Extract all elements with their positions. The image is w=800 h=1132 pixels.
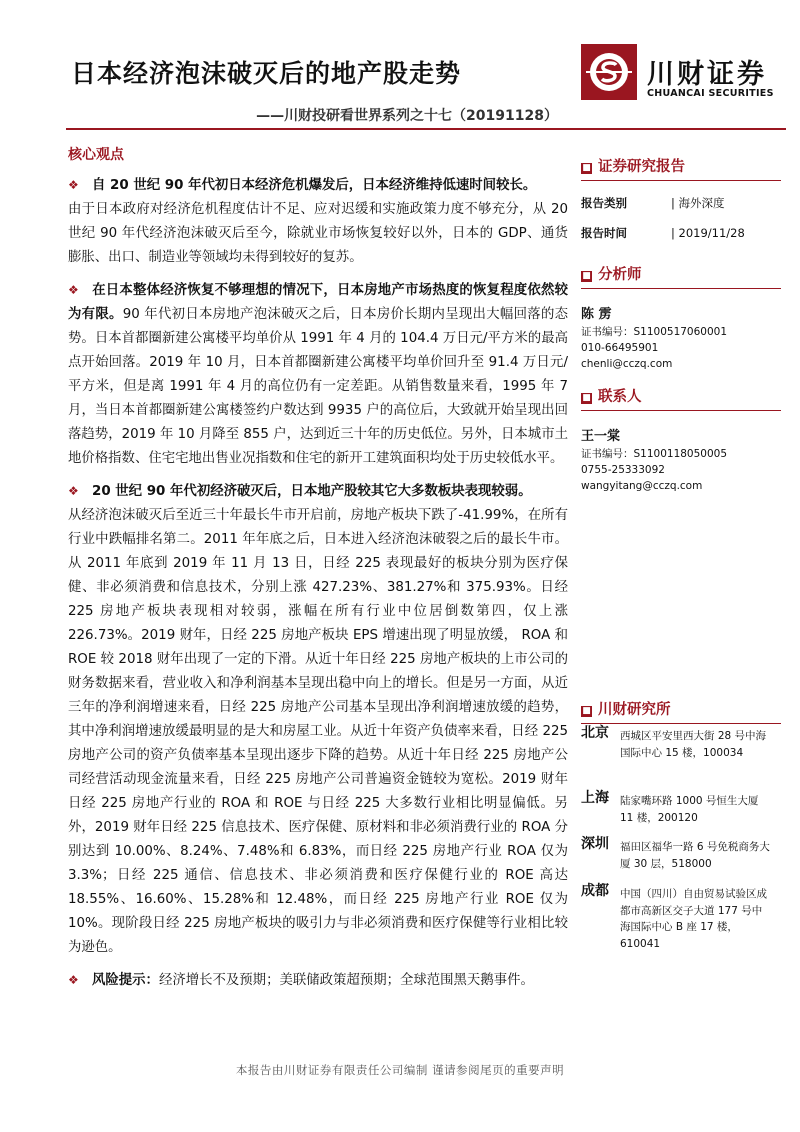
analyst-cert: 证书编号：S1100517060001 [581, 326, 728, 338]
square-marker-icon: ■ [582, 163, 591, 173]
footer-disclaimer: 本报告由川财证券有限责任公司编制 谨请参阅尾页的重要声明 [235, 1063, 565, 1077]
paragraph-2 [68, 278, 568, 471]
analyst-head: 分析师 [598, 267, 642, 283]
report-type-row [581, 195, 781, 211]
analyst-name: 陈 雳 [581, 307, 612, 322]
square-marker-icon: ■ [582, 271, 591, 281]
paragraph-3-body: 从经济泡沫破灭后至近三十年最长牛市开启前，房地产板块下跌了-41.99%，在所有行业中跌幅排名第二。2011 年年底之后，日本进入经济泡沫破裂之后的最长牛市。从 2011 年底到 2019 年 11 月 13 日，日经 225 表现最好的板块分别为医疗保健、非必须消费和信息技术，分别上涨 427.23%、381.27%和 375.93%。日经 225 房地产板块表现相对较弱，涨幅在所有行业中位居倒数第四，仅上涨 226.73%。2019 财年，日经 225 房地产板块 EPS 增速出现了明显放缓， ROA 和 ROE 较 2018 财年出现了一定的下滑。从近十年日经 225 房地产板块的上市公司的财务数据来看，营业收入和净利润基本呈现出稳中向上的增长。但是另一方面，从近三年的净利润增速来看，日经 225 房地产公司基本呈现出净利润增速放缓的趋势，其中净利润增速放缓最明显的是大和房屋工业。从近十年资产负债率来看，日经 225 房地产公司的资产负债率基本呈现出逐步下降的趋势。从近十年日经 225 房地产公司经营活动现金流量来看，日经 225 房地产公司普遍资金链较为宽松。2019 财年日经 225 房地产行业的 ROA 和 ROE 与日经 225 大多数行业相比明显偏低。另外，2019 财年日经 225 信息技术、医疗保健、原材料和非必须消费行业的 ROA 分别达到 10.00%、8.24%、7.48%和 6.83%，而日经 225 房地产行业 ROA 仅为 3.3%；日经 225 通信、信息技术、非必须消费和医疗保健行业的 ROE 高达 18.55%、16.60%、15.28%和 12.48%，而日经 225 房地产行业 ROE 仅为 10%。现阶段日经 225 房地产板块的吸引力与非必须消费和医疗保健等行业相比较为逊色。 [68, 508, 568, 955]
page-title: 日本经济泡沫破灭后的地产股走势 [71, 59, 462, 88]
office-address: 福田区福华一路 6 号免税商务大厦 30 层，518000 [620, 841, 770, 870]
report-time-label: 报告时间 [581, 226, 627, 240]
report-type-label: 报告类别 [581, 196, 627, 210]
risk-warning [68, 968, 568, 993]
office-city: 北京 [581, 725, 609, 741]
section-title: 核心观点 [68, 147, 124, 163]
paragraph-2-lead: 在日本整体经济恢复不够理想的情况下，日本房地产市场热度的恢复程度依然较为有限。 [68, 283, 568, 322]
report-info [581, 155, 781, 241]
paragraph-1-body: 由于日本政府对经济危机程度估计不足、应对迟缓和实施政策力度不够充分，从 20 世纪 90 年代经济泡沫破灭后至今，除就业市场恢复较好以外，日本的 GDP、通货膨胀、出口、制造业等领域均未得到较好的复苏。 [68, 202, 568, 265]
paragraph-3-lead: 20 世纪 90 年代初经济破灭后，日本地产股较其它大多数板块表现较弱。 [92, 484, 532, 499]
paragraph-1 [68, 173, 568, 198]
report-type-value: | 海外深度 [671, 196, 725, 210]
page-subtitle: ——川财投研看世界系列之十七（20191128） [256, 108, 558, 124]
paragraph-2-body: 90 年代初日本房地产泡沫破灭之后，日本房价长期内呈现出大幅回落的态势。日本首都圈新建公寓楼平均单价从 1991 年 4 月的 104.4 万日元/平方米的最高点开始回落。2019 年 10 月，日本首都圈新建公寓楼平均单价回升至 91.4 万日元/平方米，但是离 1991 年 4 月的高位仍有一定差距。从销售数量来看，1995 年 7 月，当日本首都圈新建公寓楼签约户数达到 9935 户的高位后，大致就开始呈现出回落趋势，2019 年 10 月降至 855 户，达到近三十年的历史低位。另外，日本城市土地价格指数、住宅宅地出售业况指数和住宅的新开工建筑面积均处于历史较低水平。 [68, 307, 569, 466]
diamond-bullet-icon: ❖ [68, 283, 79, 297]
risk-body: 经济增长不及预期；美联储政策超预期；全球范围黑天鹅事件。 [158, 973, 534, 988]
diamond-bullet-icon: ❖ [68, 973, 79, 987]
divider [581, 410, 781, 411]
divider [581, 723, 781, 724]
report-time-row [581, 225, 781, 241]
paragraph-3 [68, 479, 568, 504]
contact-info [581, 385, 781, 494]
report-head: 证券研究报告 [598, 159, 685, 175]
main-content [68, 143, 568, 993]
institute-head: 川财研究所 [598, 702, 671, 718]
office-address: 西城区平安里西大街 28 号中海国际中心 15 楼，100034 [620, 730, 767, 759]
office-address: 陆家嘴环路 1000 号恒生大厦 11 楼，200120 [620, 795, 759, 824]
analyst-phone: 010-66495901 [581, 342, 659, 354]
risk-lead: 风险提示： [92, 973, 159, 988]
divider [581, 288, 781, 289]
contact-email[interactable]: wangyitang@cczq.com [581, 480, 703, 492]
divider [581, 180, 781, 181]
office-city: 成都 [581, 883, 609, 899]
logo-english-text: CHUANCAI SECURITIES [647, 88, 774, 99]
square-marker-icon: ■ [582, 706, 591, 716]
institute-info [581, 698, 781, 724]
paragraph-1-lead: 自 20 世纪 90 年代初日本经济危机爆发后，日本经济维持低速时间较长。 [92, 178, 537, 193]
contact-head: 联系人 [598, 389, 642, 405]
office-address: 中国（四川）自由贸易试验区成都市高新区交子大道 177 号中海国际中心 B 座 17 楼，610041 [620, 888, 767, 950]
diamond-bullet-icon: ❖ [68, 484, 79, 498]
header-divider [66, 128, 786, 130]
logo-text: 川财证券 [647, 59, 767, 90]
office-city: 深圳 [581, 836, 609, 852]
report-time-value: | 2019/11/28 [671, 226, 745, 240]
diamond-bullet-icon: ❖ [68, 178, 79, 192]
office-city: 上海 [581, 790, 609, 806]
company-logo-icon [581, 44, 637, 100]
contact-cert: 证书编号：S1100118050005 [581, 448, 728, 460]
square-marker-icon: ■ [582, 393, 591, 403]
analyst-email[interactable]: chenli@cczq.com [581, 358, 673, 370]
contact-phone: 0755-25333092 [581, 464, 665, 476]
contact-name: 王一棠 [581, 429, 621, 444]
analyst-info [581, 263, 781, 372]
